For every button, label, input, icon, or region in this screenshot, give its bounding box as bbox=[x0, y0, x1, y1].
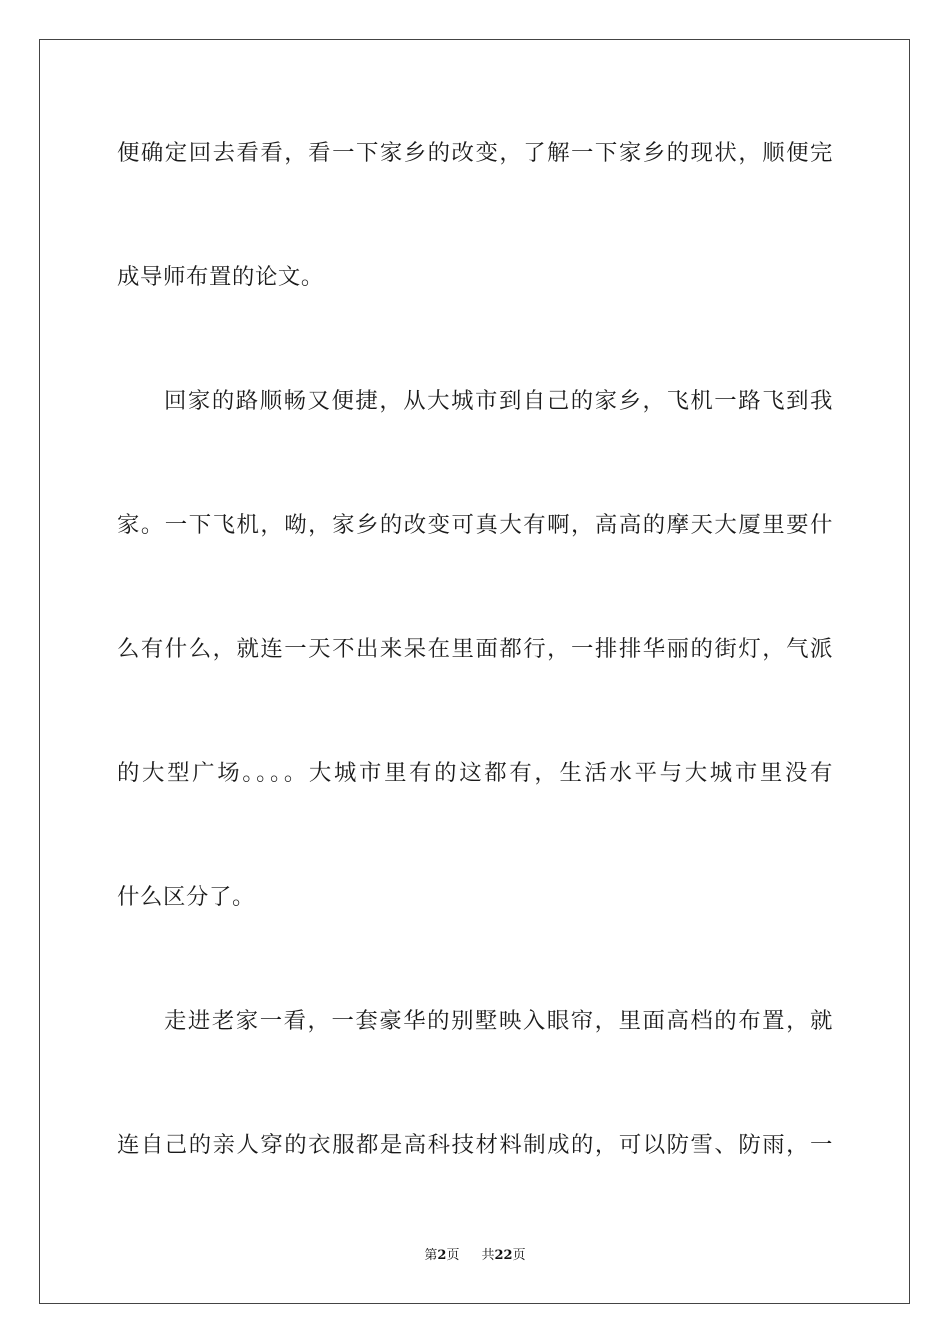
text-line-6: 的大型广场。。。。大城市里有的这都有，生活水平与大城市里没有 bbox=[117, 760, 833, 786]
page-footer bbox=[0, 1246, 950, 1266]
text-line-5: 么有什么，就连一天不出来呆在里面都行，一排排华丽的街灯，气派 bbox=[117, 636, 833, 662]
text-line-9: 连自己的亲人穿的衣服都是高科技材料制成的，可以防雪、防雨，一 bbox=[117, 1132, 833, 1158]
total-pages: 22 bbox=[494, 1248, 513, 1263]
total-prefix: 共 bbox=[481, 1248, 495, 1263]
text-line-3: 回家的路顺畅又便捷，从大城市到自己的家乡，飞机一路飞到我 bbox=[164, 388, 833, 414]
page-suffix: 页 bbox=[446, 1248, 460, 1263]
page-frame bbox=[39, 39, 910, 1304]
text-line-2: 成导师布置的论文。 bbox=[117, 264, 324, 290]
text-line-7: 什么区分了。 bbox=[117, 884, 255, 910]
text-line-1: 便确定回去看看，看一下家乡的改变，了解一下家乡的现状，顺便完 bbox=[117, 140, 833, 166]
text-line-4: 家。一下飞机，呦，家乡的改变可真大有啊，高高的摩天大厦里要什 bbox=[117, 512, 833, 538]
page-number: 2 bbox=[437, 1248, 447, 1263]
page-prefix: 第 bbox=[424, 1248, 438, 1263]
total-suffix: 页 bbox=[512, 1248, 526, 1263]
text-line-8: 走进老家一看，一套豪华的别墅映入眼帘，里面高档的布置，就 bbox=[164, 1008, 833, 1034]
